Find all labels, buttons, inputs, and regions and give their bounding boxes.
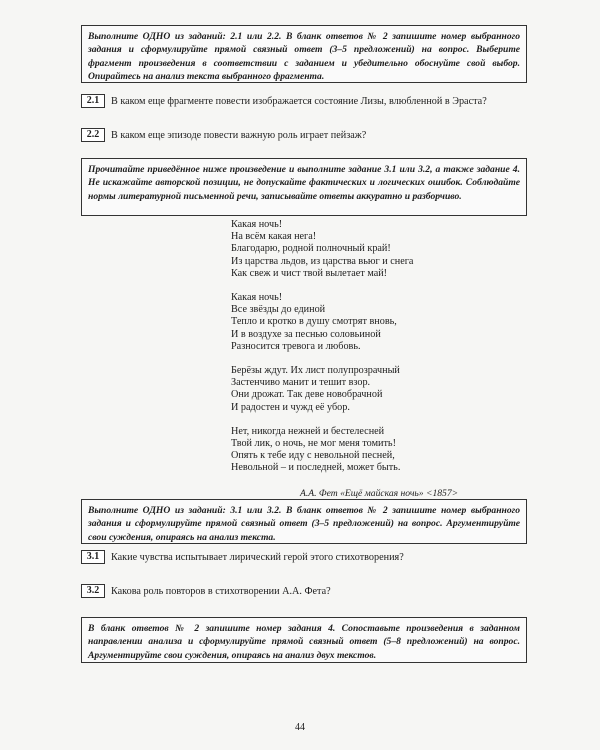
instruction-text-task3: Выполните ОДНО из заданий: 3.1 или 3.2. В бланк ответов № 2 запишите номер выбранного задания и сформулируйте прямой связный ответ (3–5 предложений) на вопрос. Аргументируйте свои суждения, опираясь на анализ текста. — [88, 505, 520, 543]
poem-line: Они дрожат. Так деве новобрачной — [231, 389, 383, 401]
task-question: В каком еще эпизоде повести важную роль играет пейзаж? — [111, 129, 367, 141]
poem-stanza — [231, 219, 413, 280]
poem-attribution: А.А. Фет «Ещё майская ночь» <1857> — [300, 488, 459, 499]
poem-line: И радостен и чужд её убор. — [231, 401, 350, 413]
instruction-text-read: Прочитайте приведённое ниже произведение и выполните задание 3.1 или 3.2, а также задание 4. Не искажайте авторской позиции, не допускайте фактических и логических ошибок. Соблюдайте нормы литературной письменной речи, записывайте ответы аккуратно и разборчиво. — [88, 164, 520, 202]
task-number-badge: 3.1 — [81, 550, 105, 564]
poem-stanza — [231, 365, 413, 414]
poem-line: Из царства льдов, из царства вьюг и снега — [231, 255, 414, 267]
task-number-badge: 2.2 — [81, 128, 105, 142]
task-question: В каком еще фрагменте повести изображается состояние Лизы, влюбленной в Эраста? — [111, 95, 487, 107]
instruction-box-task3 — [81, 499, 527, 544]
poem-line: Застенчиво манит и тешит взор. — [231, 377, 371, 389]
task-2-2 — [81, 128, 366, 142]
poem-line: Благодарю, родной полночный край! — [231, 243, 391, 255]
task-question: Какие чувства испытывает лирический герой этого стихотворения? — [111, 551, 404, 563]
poem-line: Как свеж и чист твой вылетает май! — [231, 267, 388, 279]
page-number: 44 — [295, 722, 305, 733]
instruction-box-task2 — [81, 25, 527, 83]
instruction-box-read — [81, 158, 527, 216]
poem — [231, 219, 413, 487]
task-2-1 — [81, 94, 487, 108]
poem-line: Тепло и кротко в душу смотрят вновь, — [231, 316, 397, 328]
poem-line: И в воздухе за песнью соловьиной — [231, 328, 381, 340]
poem-line: Нет, никогда нежней и бестелесней — [231, 425, 385, 437]
task-number-badge: 2.1 — [81, 94, 105, 108]
instruction-text-task2: Выполните ОДНО из заданий: 2.1 или 2.2. В бланк ответов № 2 запишите номер выбранного задания и сформулируйте прямой связный ответ (3–5 предложений) на вопрос. Выберите фрагмент произведения в соответствии с заданием и убедительно обоснуйте свой выбор. Опирайтесь на анализ текста выбранного фрагмента. — [88, 31, 520, 82]
poem-line: На всём какая нега! — [231, 231, 317, 243]
poem-line: Все звёзды до единой — [231, 304, 326, 316]
poem-line: Какая ночь! — [231, 292, 283, 304]
poem-line: Какая ночь! — [231, 219, 283, 230]
poem-line: Берёзы ждут. Их лист полупрозрачный — [231, 365, 400, 377]
instruction-text-task4: В бланк ответов № 2 запишите номер задания 4. Сопоставьте произведения в заданном направлении анализа и сформулируйте прямой связный ответ (5–8 предложений) на вопрос. Аргументируйте свои суждения, опираясь на анализ двух текстов. — [88, 623, 520, 661]
task-question: Какова роль повторов в стихотворении А.А. Фета? — [111, 585, 331, 597]
poem-line: Разносится тревога и любовь. — [231, 340, 361, 352]
poem-stanza — [231, 426, 413, 475]
poem-line: Невольной – и последней, может быть. — [231, 462, 401, 474]
task-number-badge: 3.2 — [81, 584, 105, 598]
poem-stanza — [231, 292, 413, 353]
task-3-1 — [81, 550, 404, 564]
instruction-box-task4 — [81, 617, 527, 663]
task-3-2 — [81, 584, 331, 598]
poem-line: Твой лик, о ночь, не мог меня томить! — [231, 438, 396, 450]
poem-line: Опять к тебе иду с невольной песней, — [231, 450, 395, 462]
